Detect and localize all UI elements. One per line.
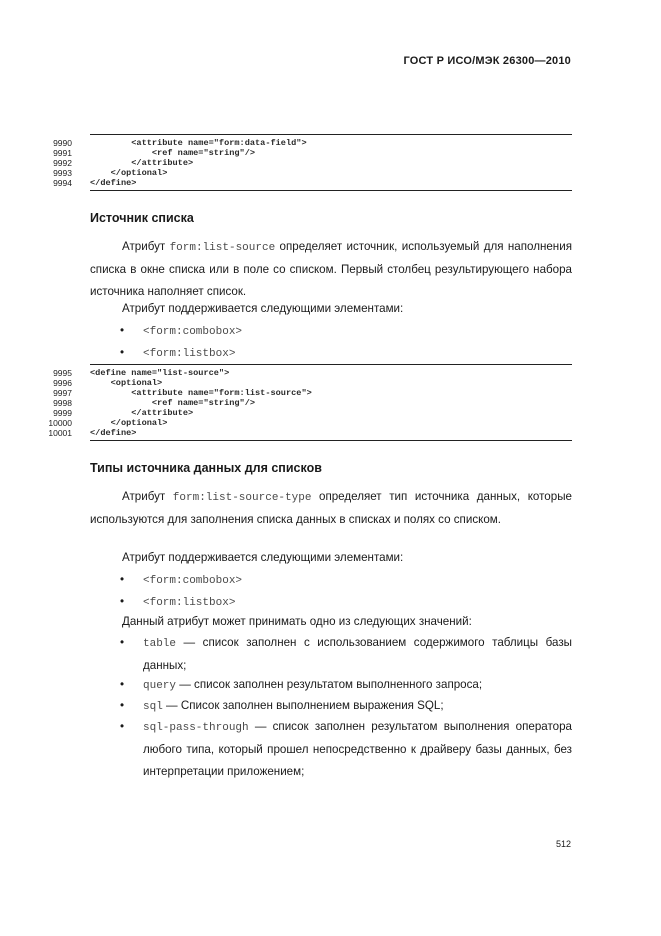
line-number: 9994 [53, 178, 72, 188]
element-code: <form:listbox> [143, 597, 236, 609]
code-text: <attribute name="form:data-field"> [90, 138, 307, 148]
paragraph-list-source-type [90, 486, 572, 531]
line-number: 9990 [53, 138, 72, 148]
paragraph-supported-elements: Атрибут поддерживается следующими элементами: [122, 302, 404, 315]
page-number: 512 [555, 839, 571, 849]
element-code: <form:combobox> [143, 326, 243, 338]
bullet-icon: • [120, 324, 125, 337]
paragraph-text: Атрибут [122, 240, 170, 253]
line-number: 9992 [53, 158, 72, 168]
code-line [53, 388, 572, 398]
paragraph-values-intro: Данный атрибут может принимать одно из следующих значений: [122, 615, 472, 628]
code-line [53, 368, 572, 378]
code-block-1 [53, 134, 572, 191]
code-line [53, 378, 572, 388]
code-line [48, 418, 572, 428]
paragraph-text: определяет тип источника данных, [311, 490, 521, 503]
value-description: — список заполнен результатом выполнения оператора любого типа, который прошел непосредственно к драйверу базы данных, без интерпретации приложением; [143, 720, 572, 778]
list-item [143, 342, 572, 365]
code-text: </optional> [90, 168, 168, 178]
line-number: 9997 [53, 388, 72, 398]
line-number: 9998 [53, 398, 72, 408]
code-line [53, 148, 572, 158]
section-title-list-source: Источник списка [90, 211, 194, 225]
value-description: — Список заполнен выполнением выражения SQL; [162, 699, 444, 712]
code-text: <ref name="string"/> [90, 398, 256, 408]
code-line [53, 168, 572, 178]
bullet-icon: • [120, 678, 125, 691]
line-number: 9999 [53, 408, 72, 418]
line-number: 10001 [48, 428, 72, 438]
line-number: 10000 [48, 418, 72, 428]
code-text: </attribute> [90, 408, 194, 418]
code-block-2 [48, 364, 572, 441]
code-text: </attribute> [90, 158, 194, 168]
value-code: sql-pass-through [143, 722, 249, 734]
code-text: <ref name="string"/> [90, 148, 256, 158]
paragraph-list-source [90, 236, 572, 303]
document-header: ГОСТ Р ИСО/МЭК 26300—2010 [403, 55, 571, 67]
element-code: <form:listbox> [143, 348, 236, 360]
value-item-table [143, 632, 572, 677]
bullet-icon: • [120, 636, 125, 649]
paragraph-supported-elements: Атрибут поддерживается следующими элементами: [122, 551, 404, 564]
paragraph-text: определяет источник, используемый для [275, 240, 504, 253]
value-item-sql-pass-through [143, 716, 572, 783]
element-code: <form:combobox> [143, 575, 243, 587]
value-code: sql [143, 701, 163, 713]
line-number: 9995 [53, 368, 72, 378]
bullet-icon: • [120, 573, 125, 586]
code-line [53, 138, 572, 148]
code-line [53, 398, 572, 408]
line-number: 9993 [53, 168, 72, 178]
value-code: query [143, 680, 177, 692]
code-text: </define> [90, 178, 137, 188]
code-line [48, 428, 572, 438]
paragraph-text: наполнения списка в окне списка или в поле со списком. Первый столбец результирующего набора источника наполняет список. [90, 240, 572, 298]
line-number: 9996 [53, 378, 72, 388]
code-text: </optional> [90, 418, 168, 428]
code-text: </define> [90, 428, 137, 438]
value-description: — список заполнен результатом выполненного запроса; [176, 678, 483, 691]
list-item [143, 320, 572, 343]
bullet-icon: • [120, 595, 125, 608]
paragraph-text: которые используются для заполнения списка данных в списках и полях со списком. [90, 490, 572, 526]
bullet-icon: • [120, 346, 125, 359]
paragraph-text: Атрибут [122, 490, 173, 503]
section-title-list-source-type: Типы источника данных для списков [90, 461, 322, 475]
code-text: <define name="list-source"> [90, 368, 230, 378]
code-text: <attribute name="form:list-source"> [90, 388, 312, 398]
bullet-icon: • [120, 699, 125, 712]
code-line [53, 158, 572, 168]
list-item [143, 569, 572, 592]
value-code: table [143, 638, 177, 650]
code-text: <optional> [90, 378, 163, 388]
code-line [53, 408, 572, 418]
bullet-icon: • [120, 720, 125, 733]
value-item-sql [143, 695, 572, 718]
code-line [53, 178, 572, 188]
line-number: 9991 [53, 148, 72, 158]
value-description: — список заполнен с использованием содержимого таблицы базы данных; [143, 636, 572, 672]
inline-code: form:list-source-type [172, 492, 312, 504]
inline-code: form:list-source [169, 242, 276, 254]
value-item-query [143, 674, 572, 697]
